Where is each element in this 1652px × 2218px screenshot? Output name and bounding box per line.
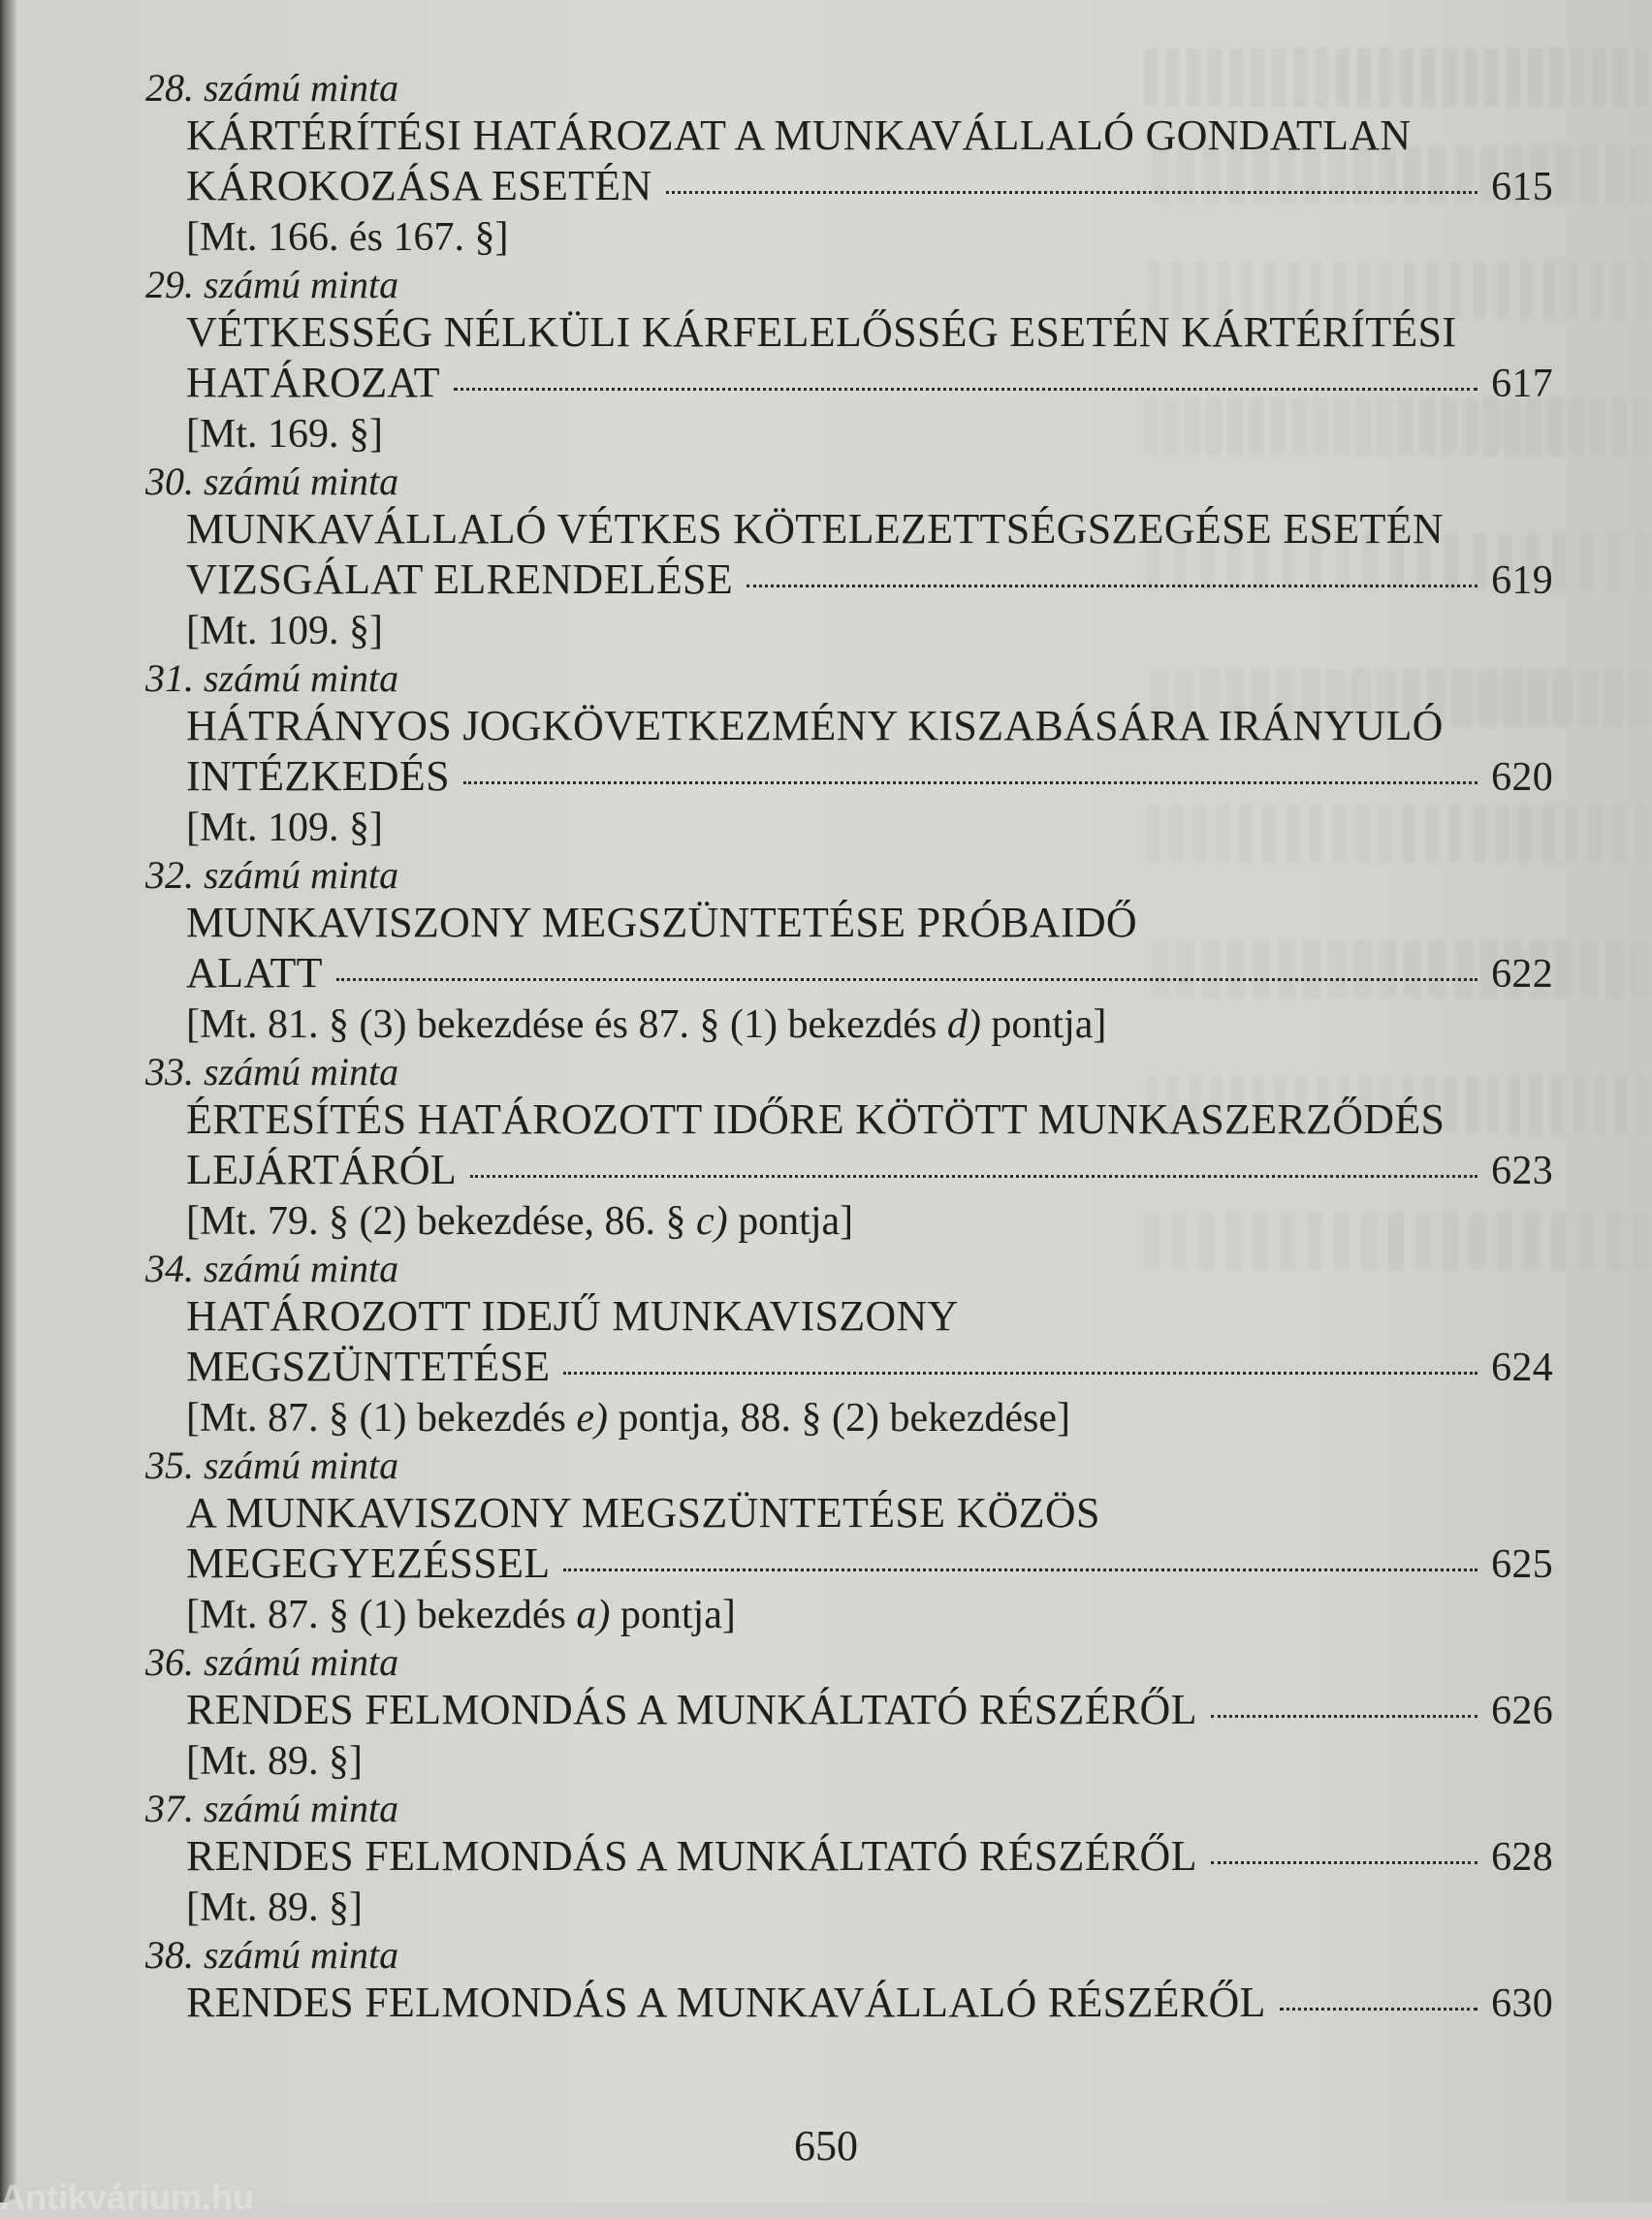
entry-legal-reference bbox=[186, 1590, 1561, 1640]
entry-page-number: 622 bbox=[1491, 952, 1553, 997]
entry-title-line: MUNKAVÁLLALÓ VÉTKES KÖTELEZETTSÉGSZEGÉSE ESETÉN bbox=[186, 505, 1444, 553]
page-number: 650 bbox=[794, 2122, 858, 2170]
entry-title bbox=[186, 504, 1553, 606]
entry-title-line: INTÉZKEDÉS bbox=[186, 752, 450, 800]
entry-page-number: 628 bbox=[1491, 1835, 1553, 1880]
entry-title-last-line bbox=[186, 751, 1553, 803]
entry-page-number: 617 bbox=[1491, 362, 1553, 406]
toc-entry bbox=[145, 263, 1561, 459]
entry-title-line: RENDES FELMONDÁS A MUNKÁLTATÓ RÉSZÉRŐL bbox=[186, 1686, 1197, 1733]
entry-title-line: HÁTRÁNYOS JOGKÖVETKEZMÉNY KISZABÁSÁRA IRÁNYULÓ bbox=[186, 702, 1444, 749]
reference-text: [Mt. 79. § (2) bekezdése, 86. § bbox=[186, 1199, 697, 1244]
entry-number: 31. számú minta bbox=[145, 656, 399, 700]
entry-title-line: KÁRTÉRÍTÉSI HATÁROZAT A MUNKAVÁLLALÓ GONDATLAN bbox=[186, 111, 1412, 159]
entry-title bbox=[186, 1685, 1553, 1736]
reference-point-letter: d) bbox=[946, 1002, 981, 1047]
entry-title bbox=[186, 701, 1553, 803]
entry-number: 30. számú minta bbox=[145, 459, 399, 503]
entry-title-line: MUNKAVISZONY MEGSZÜNTETÉSE PRÓBAIDŐ bbox=[186, 899, 1137, 946]
entry-title-last-line bbox=[186, 1831, 1553, 1883]
reference-text: [Mt. 81. § (3) bekezdése és 87. § (1) bekezdés bbox=[186, 1002, 947, 1047]
toc-entry bbox=[145, 1443, 1561, 1640]
entry-legal-reference bbox=[186, 999, 1561, 1050]
entry-title bbox=[186, 1978, 1553, 2029]
entry-legal-reference: [Mt. 169. §] bbox=[186, 412, 383, 457]
reference-text: [Mt. 87. § (1) bekezdés bbox=[186, 1396, 577, 1441]
dot-leader bbox=[1211, 1715, 1477, 1718]
dot-leader bbox=[463, 781, 1477, 784]
entry-title-line: VIZSGÁLAT ELRENDELÉSE bbox=[186, 555, 733, 603]
entry-number: 28. számú minta bbox=[145, 66, 399, 110]
entry-legal-reference: [Mt. 89. §] bbox=[186, 1885, 363, 1930]
dot-leader bbox=[747, 585, 1477, 587]
dot-leader bbox=[563, 1372, 1477, 1375]
entry-legal-reference: [Mt. 166. és 167. §] bbox=[186, 215, 509, 260]
toc-entry bbox=[145, 1050, 1561, 1247]
entry-legal-reference: [Mt. 109. §] bbox=[186, 806, 383, 850]
entry-title-line: HATÁROZAT bbox=[186, 359, 440, 406]
entry-title-last-line bbox=[186, 948, 1553, 999]
entry-title bbox=[186, 1831, 1553, 1883]
entry-legal-reference: [Mt. 109. §] bbox=[186, 609, 383, 653]
dot-leader bbox=[336, 978, 1477, 981]
entry-title-last-line bbox=[186, 1685, 1553, 1736]
entry-page-number: 625 bbox=[1491, 1542, 1553, 1587]
entry-title-line: HATÁROZOTT IDEJŰ MUNKAVISZONY bbox=[186, 1292, 959, 1340]
toc-entry bbox=[145, 1933, 1561, 2029]
toc-entry bbox=[145, 1247, 1561, 1443]
entry-title-last-line bbox=[186, 1145, 1553, 1196]
entry-number: 34. számú minta bbox=[145, 1247, 399, 1290]
entry-page-number: 615 bbox=[1491, 165, 1553, 209]
toc-entry bbox=[145, 66, 1561, 263]
entry-title-last-line bbox=[186, 161, 1553, 212]
entry-number: 33. számú minta bbox=[145, 1050, 399, 1093]
reference-point-letter: e) bbox=[576, 1396, 609, 1441]
toc-entry bbox=[145, 1787, 1561, 1933]
entry-page-number: 630 bbox=[1491, 1981, 1553, 2026]
entry-title-last-line bbox=[186, 358, 1553, 409]
entry-title bbox=[186, 307, 1553, 409]
entry-legal-reference bbox=[186, 1196, 1561, 1247]
reference-point-letter: c) bbox=[696, 1199, 728, 1244]
entry-number: 29. számú minta bbox=[145, 263, 399, 306]
entry-number: 36. számú minta bbox=[145, 1640, 399, 1684]
dot-leader bbox=[563, 1568, 1477, 1571]
entry-page-number: 620 bbox=[1491, 755, 1553, 800]
entry-number: 35. számú minta bbox=[145, 1443, 399, 1487]
entry-title bbox=[186, 1488, 1553, 1590]
entry-title-last-line bbox=[186, 554, 1553, 606]
toc-entry bbox=[145, 1640, 1561, 1787]
reference-text: pontja, 88. § (2) bekezdése] bbox=[608, 1396, 1071, 1441]
dot-leader bbox=[454, 388, 1477, 391]
reference-text: pontja] bbox=[610, 1593, 736, 1637]
entry-title-last-line bbox=[186, 1978, 1553, 2029]
entry-title-line: VÉTKESSÉG NÉLKÜLI KÁRFELELŐSSÉG ESETÉN KÁRTÉRÍTÉSI bbox=[186, 308, 1457, 356]
dot-leader bbox=[470, 1175, 1477, 1178]
watermark-text: Antikvárium.hu bbox=[0, 2177, 255, 2217]
toc-entry bbox=[145, 656, 1561, 853]
entry-title-line: RENDES FELMONDÁS A MUNKÁLTATÓ RÉSZÉRŐL bbox=[186, 1832, 1197, 1880]
entry-title-line: MEGSZÜNTETÉSE bbox=[186, 1343, 551, 1390]
entry-title-last-line bbox=[186, 1538, 1553, 1590]
reference-text: [Mt. 87. § (1) bekezdés bbox=[186, 1593, 577, 1637]
entry-page-number: 623 bbox=[1491, 1149, 1553, 1193]
entry-title-last-line bbox=[186, 1342, 1553, 1393]
entry-page-number: 624 bbox=[1491, 1346, 1553, 1390]
reference-text: pontja] bbox=[980, 1002, 1107, 1047]
reference-text: pontja] bbox=[727, 1199, 854, 1244]
entry-legal-reference bbox=[186, 1393, 1561, 1443]
entry-title-line: LEJÁRTÁRÓL bbox=[186, 1146, 458, 1193]
dot-leader bbox=[1280, 2008, 1477, 2011]
dot-leader bbox=[666, 191, 1478, 194]
entry-title-line: ÉRTESÍTÉS HATÁROZOTT IDŐRE KÖTÖTT MUNKASZERZŐDÉS bbox=[186, 1095, 1446, 1143]
entry-title-line: MEGEGYEZÉSSEL bbox=[186, 1539, 551, 1587]
entry-title bbox=[186, 898, 1553, 999]
entry-title-line: KÁROKOZÁSA ESETÉN bbox=[186, 162, 652, 209]
toc-entry bbox=[145, 853, 1561, 1050]
entry-legal-reference: [Mt. 89. §] bbox=[186, 1739, 363, 1784]
dot-leader bbox=[1211, 1861, 1477, 1864]
entry-title-line: RENDES FELMONDÁS A MUNKAVÁLLALÓ RÉSZÉRŐL bbox=[186, 1979, 1266, 2026]
entry-title bbox=[186, 1094, 1553, 1196]
entry-title-line: ALATT bbox=[186, 949, 323, 997]
toc-entry bbox=[145, 459, 1561, 656]
entry-title bbox=[186, 111, 1553, 212]
reference-point-letter: a) bbox=[576, 1593, 611, 1637]
entry-number: 38. számú minta bbox=[145, 1933, 399, 1977]
entry-number: 32. számú minta bbox=[145, 853, 399, 897]
table-of-contents bbox=[145, 66, 1561, 2029]
entry-number: 37. számú minta bbox=[145, 1787, 399, 1830]
entry-page-number: 626 bbox=[1491, 1689, 1553, 1733]
entry-page-number: 619 bbox=[1491, 558, 1553, 603]
entry-title bbox=[186, 1291, 1553, 1393]
entry-title-line: A MUNKAVISZONY MEGSZÜNTETÉSE KÖZÖS bbox=[186, 1489, 1100, 1537]
